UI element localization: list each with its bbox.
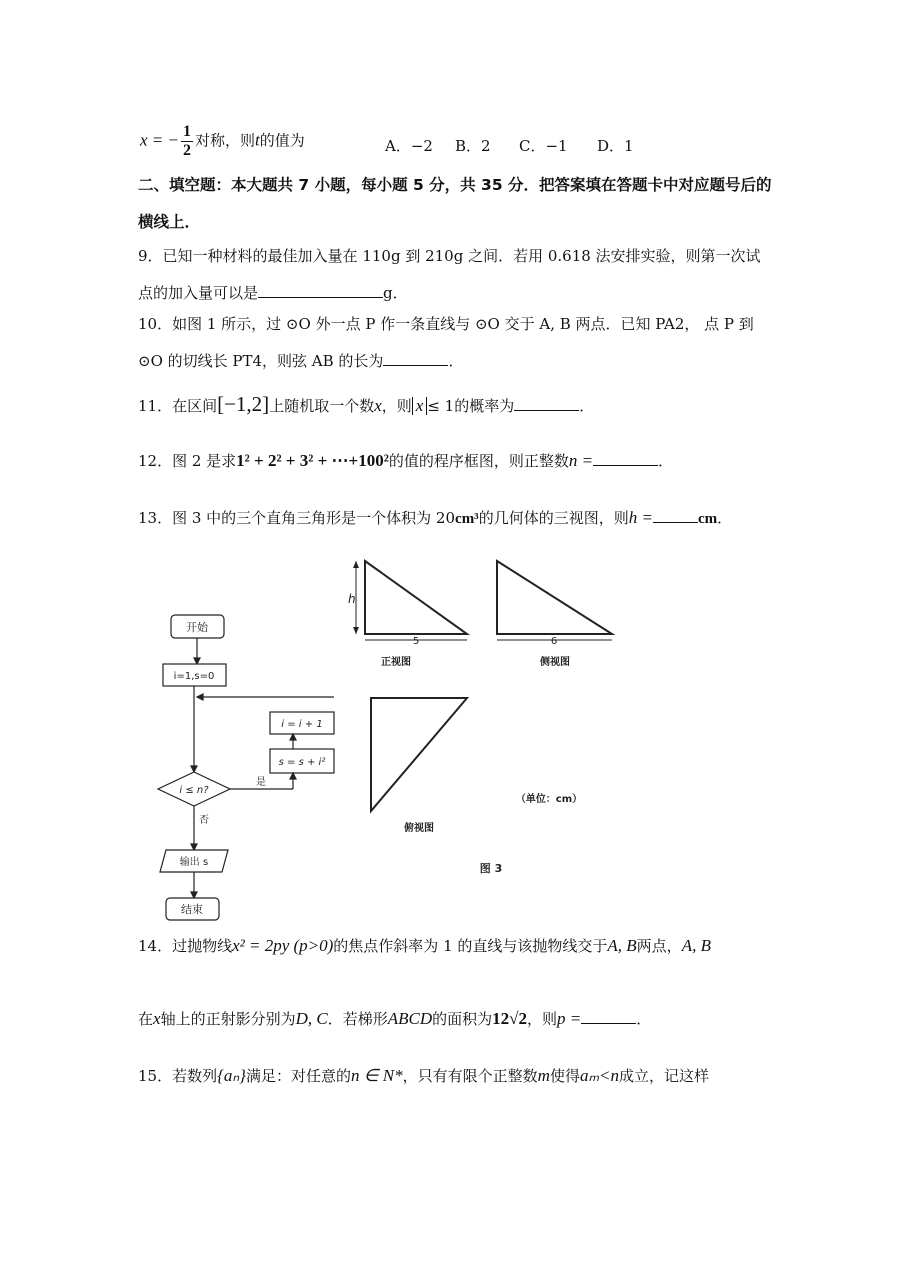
q11-text-b: 上随机取一个数: [269, 397, 375, 415]
flowchart-inc-text: i = i + 1: [281, 719, 323, 730]
q11-abs-x: x: [412, 397, 428, 415]
q9-line1: 9．已知一种材料的最佳加入量在 110g 到 210g 之间．若用 0.618 法安排实验，则第一次试: [138, 247, 761, 265]
q15-m: m: [537, 1066, 550, 1085]
flowchart-output-text: 输出 s: [179, 857, 209, 868]
figure-3: [348, 561, 612, 875]
q14-text-e: 轴上的正射影分别为: [160, 1010, 296, 1028]
q14-points-dc: D, C: [295, 1009, 328, 1028]
q15-line: [138, 1065, 709, 1087]
q11-end: ．: [579, 397, 595, 415]
q14-text-b: 的焦点作斜率为 1 的直线与该抛物线交于: [333, 937, 608, 955]
flowchart-cond-text: i ≤ n?: [179, 785, 209, 796]
flowchart-acc-text: s = s + i²: [278, 757, 326, 768]
q15-text-a: 15．若数列: [138, 1067, 218, 1085]
q14-line1: [138, 935, 711, 957]
q14-text-a: 14．过抛物线: [138, 937, 233, 955]
flowchart-yes-label: 是: [256, 777, 266, 788]
q14-p: p =: [556, 1009, 582, 1028]
q14-line2: [138, 1008, 651, 1030]
q12-sum: 1² + 2² + 3² + ⋯+100²: [236, 451, 389, 470]
q8-option-b: B．2: [455, 137, 491, 155]
q13-cm: cm: [697, 511, 718, 527]
q14-abcd: ABCD: [387, 1009, 433, 1028]
flowchart-init-text: i=1,s=0: [173, 671, 215, 682]
q13-end: ．: [717, 509, 733, 527]
top-view-triangle: [371, 698, 467, 811]
front-view-triangle: [365, 561, 467, 634]
q11-text-c: ，则: [381, 397, 412, 415]
unit-label: （单位：cm）: [515, 794, 583, 805]
q12-text-a: 12．图 2 是求: [138, 452, 237, 470]
fraction-denominator: 2: [183, 142, 191, 159]
q12-text-b: 的值的程序框图，则正整数: [388, 452, 569, 470]
side-view-caption: 侧视图: [540, 657, 570, 668]
section2-heading-line1: 二、填空题：本大题共 7 小题，每小题 5 分，共 35 分．把答案填在答题卡中对应题号后的: [138, 176, 772, 194]
flowchart-start-text: 开始: [186, 621, 208, 634]
q13-h: h =: [628, 508, 653, 527]
q15-text-d: 使得: [549, 1067, 580, 1085]
side-view-triangle: [497, 561, 612, 634]
q10-line1: 10．如图 1 所示，过 ⊙O 外一点 P 作一条直线与 ⊙O 交于 A, B 两点．已知 PA2， 点 P 到: [138, 315, 754, 333]
front-view-width-label: 5: [412, 636, 420, 647]
front-view-caption: 正视图: [381, 657, 411, 668]
q10-end: ．: [448, 352, 464, 370]
q14-end: ．: [636, 1010, 652, 1028]
q11-var-x: x: [374, 396, 382, 415]
side-view-width-label: 6: [550, 636, 558, 647]
q8-option-a: A．−2: [385, 137, 433, 155]
q13-text-a: 13．图 3 中的三个直角三角形是一个体积为 20: [138, 509, 456, 527]
flowchart-no-label: 否: [199, 815, 209, 826]
q8-option-d: D．1: [597, 137, 634, 155]
q10-text: ⊙O 的切线长 PT4，则弦 AB 的长为: [138, 352, 384, 370]
q8-option-c: C．−1: [519, 137, 568, 155]
q15-n: n ∈ N*: [350, 1066, 403, 1085]
q14-text-h: ，则: [526, 1010, 557, 1028]
q14-text-f: ．若梯形: [327, 1010, 388, 1028]
q15-text-c: ，只有有限个正整数: [402, 1067, 538, 1085]
flowchart: [158, 615, 334, 920]
q11-text-a: 11．在区间: [138, 397, 218, 415]
section2-heading-line2: 横线上．: [138, 213, 201, 231]
q14-text-d: 在: [138, 1010, 154, 1028]
top-view-caption: 俯视图: [404, 823, 434, 834]
q14-points-ab: A, B: [607, 936, 637, 955]
q15-am: aₘ<n: [579, 1066, 620, 1085]
q15-sequence: {aₙ}: [217, 1066, 246, 1085]
q9-text: 点的加入量可以是: [138, 284, 259, 302]
q12-end: ．: [658, 452, 674, 470]
q11-text-e: 的概率为: [454, 397, 515, 415]
q9-unit: g．: [383, 284, 408, 302]
figure-3-caption: 图 3: [479, 862, 503, 875]
q13-text-b: 的几何体的三视图，则: [478, 509, 629, 527]
q8-text2: 的值为: [259, 131, 305, 150]
q8-prefix: x = −: [140, 130, 179, 150]
q14-answer-blank[interactable]: [581, 1009, 636, 1024]
q12-n: n =: [568, 451, 594, 470]
q15-text-b: 满足：对任意的: [245, 1067, 351, 1085]
q14-equation: x² = 2py (p>0): [232, 936, 334, 955]
q15-text-e: 成立，记这样: [619, 1067, 710, 1085]
q8-var: t: [255, 130, 260, 150]
q14-points-ab-2: A, B: [681, 936, 711, 955]
fraction-numerator: 1: [183, 123, 191, 140]
q8-text: 对称，则: [195, 131, 256, 150]
flowchart-end-text: 结束: [181, 903, 203, 916]
q14-text-c: 两点，: [636, 937, 682, 955]
q11-ineq: ≤ 1: [427, 397, 455, 415]
q13-unit: cm³: [455, 511, 479, 527]
q14-x: x: [153, 1009, 161, 1028]
front-view-h-label: h: [348, 592, 356, 606]
q14-text-g: 的面积为: [432, 1010, 493, 1028]
q11-interval: [−1,2]: [217, 392, 270, 416]
q14-area: 12√2: [492, 1009, 527, 1028]
